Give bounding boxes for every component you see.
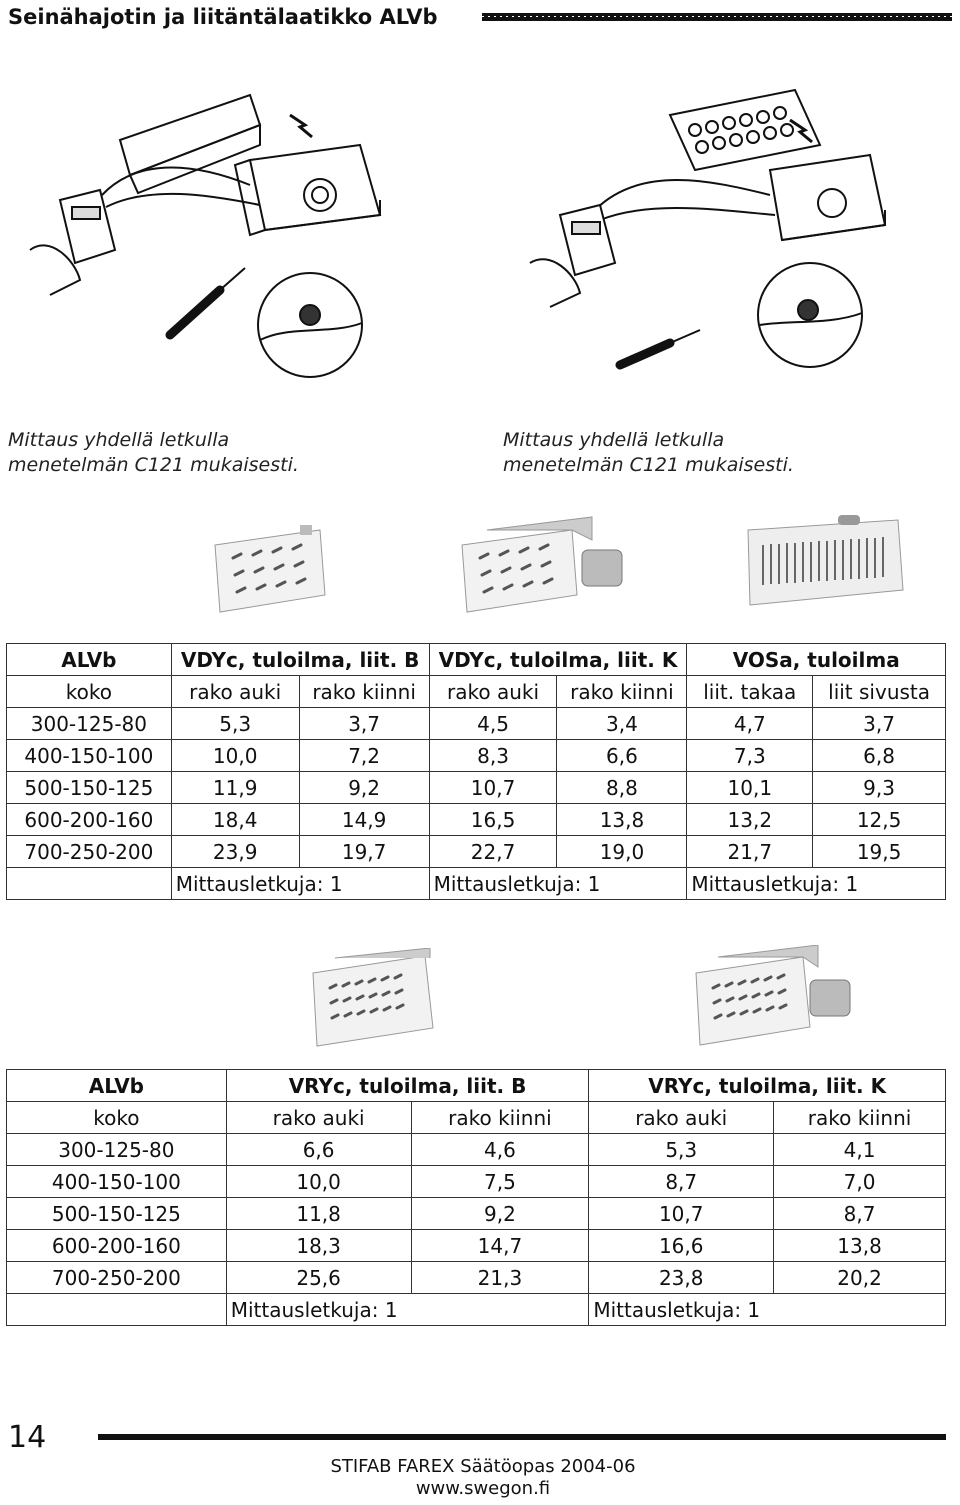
table-cell: 16,5 (429, 804, 557, 836)
table-cell: 600-200-160 (7, 804, 172, 836)
table-cell: 10,7 (589, 1198, 774, 1230)
measurement-illustration-right (520, 85, 920, 405)
table-cell: 18,3 (226, 1230, 411, 1262)
table-cell: 9,2 (299, 772, 429, 804)
table-row (7, 804, 946, 836)
table-row (7, 836, 946, 868)
table-cell: 10,1 (687, 772, 813, 804)
table-cell: 400-150-100 (7, 1166, 227, 1198)
table-cell: 21,3 (411, 1262, 589, 1294)
column-header: rako auki (589, 1102, 774, 1134)
table-row (7, 1134, 946, 1166)
table-row (7, 1262, 946, 1294)
table-row (7, 1230, 946, 1262)
product-image-vosa (738, 515, 913, 615)
table-cell: 11,8 (226, 1198, 411, 1230)
table-cell: 3,7 (813, 708, 946, 740)
table-cell: 19,5 (813, 836, 946, 868)
column-header: koko (7, 676, 172, 708)
page-title: Seinähajotin ja liitäntälaatikko ALVb (8, 5, 438, 29)
column-group-header: VOSa, tuloilma (687, 644, 946, 676)
table-cell: 300-125-80 (7, 708, 172, 740)
column-header: rako auki (429, 676, 557, 708)
table-cell: 10,7 (429, 772, 557, 804)
hose-count-note: Mittausletkuja: 1 (226, 1294, 589, 1326)
table-cell: 4,5 (429, 708, 557, 740)
table-cell: 14,9 (299, 804, 429, 836)
table-header-row (7, 644, 946, 676)
measurement-illustration-left (20, 85, 420, 405)
caption-line: Mittaus yhdellä letkulla (503, 429, 725, 451)
table-cell: 3,4 (557, 708, 687, 740)
product-image-vryc-k (688, 945, 858, 1050)
column-header: rako kiinni (774, 1102, 946, 1134)
table-alvb-vdyc-vosa (6, 643, 946, 900)
table-subheader-row (7, 1102, 946, 1134)
caption-line: Mittaus yhdellä letkulla (8, 429, 230, 451)
table-cell: 700-250-200 (7, 836, 172, 868)
table-row (7, 772, 946, 804)
caption-line: menetelmän C121 mukaisesti. (8, 454, 299, 476)
table-cell: 23,8 (589, 1262, 774, 1294)
table-cell: 7,2 (299, 740, 429, 772)
table-footer-row (7, 868, 946, 900)
table-cell: 8,7 (774, 1198, 946, 1230)
column-header: rako kiinni (411, 1102, 589, 1134)
table-cell: 4,1 (774, 1134, 946, 1166)
product-image-vdyc-b (205, 520, 335, 620)
caption-line: menetelmän C121 mukaisesti. (503, 454, 794, 476)
website-link[interactable]: www.swegon.fi (415, 1478, 551, 1499)
header-rule (482, 13, 952, 21)
footer-rule (98, 1434, 946, 1440)
table-cell: 7,0 (774, 1166, 946, 1198)
hose-count-note: Mittausletkuja: 1 (171, 868, 429, 900)
table-cell: 5,3 (171, 708, 299, 740)
table-row (7, 740, 946, 772)
table-cell (7, 1294, 227, 1326)
product-image-vdyc-k (452, 515, 632, 620)
table-cell: 600-200-160 (7, 1230, 227, 1262)
caption-left (8, 428, 299, 478)
table-cell: 18,4 (171, 804, 299, 836)
column-header: rako auki (226, 1102, 411, 1134)
table-cell: 500-150-125 (7, 1198, 227, 1230)
table-cell: 13,2 (687, 804, 813, 836)
table-cell (7, 868, 172, 900)
table-cell: 21,7 (687, 836, 813, 868)
table-cell: 20,2 (774, 1262, 946, 1294)
table-cell: 6,6 (557, 740, 687, 772)
column-group-header: VRYc, tuloilma, liit. B (226, 1070, 589, 1102)
table-cell: 25,6 (226, 1262, 411, 1294)
table-cell: 8,3 (429, 740, 557, 772)
page-number: 14 (8, 1420, 47, 1455)
table-cell: 3,7 (299, 708, 429, 740)
column-header: liit sivusta (813, 676, 946, 708)
hose-count-note: Mittausletkuja: 1 (687, 868, 946, 900)
table-cell: 16,6 (589, 1230, 774, 1262)
table-cell: 22,7 (429, 836, 557, 868)
table-cell: 500-150-125 (7, 772, 172, 804)
table-cell: 6,6 (226, 1134, 411, 1166)
table-cell: 8,8 (557, 772, 687, 804)
table-cell: 400-150-100 (7, 740, 172, 772)
hose-count-note: Mittausletkuja: 1 (589, 1294, 946, 1326)
table-cell: 8,7 (589, 1166, 774, 1198)
table-cell: 11,9 (171, 772, 299, 804)
column-group-header: VRYc, tuloilma, liit. K (589, 1070, 946, 1102)
table-alvb-vryc (6, 1069, 946, 1326)
column-group-header: VDYc, tuloilma, liit. K (429, 644, 687, 676)
column-header: rako kiinni (557, 676, 687, 708)
publication-title: STIFAB FAREX Säätöopas 2004-06 (330, 1456, 636, 1477)
table-row (7, 1166, 946, 1198)
table-cell: 5,3 (589, 1134, 774, 1166)
column-group-header: VDYc, tuloilma, liit. B (171, 644, 429, 676)
table-cell: 4,7 (687, 708, 813, 740)
page-header (8, 2, 956, 32)
caption-right (503, 428, 794, 478)
table-cell: 13,8 (774, 1230, 946, 1262)
table-cell: 19,0 (557, 836, 687, 868)
column-group-header: ALVb (7, 644, 172, 676)
table-header-row (7, 1070, 946, 1102)
hose-count-note: Mittausletkuja: 1 (429, 868, 687, 900)
table-cell: 7,3 (687, 740, 813, 772)
table-cell: 9,3 (813, 772, 946, 804)
product-image-vryc-b (305, 948, 445, 1053)
table-cell: 19,7 (299, 836, 429, 868)
table-footer-row (7, 1294, 946, 1326)
footer-text (300, 1456, 666, 1500)
table-cell: 7,5 (411, 1166, 589, 1198)
column-header: koko (7, 1102, 227, 1134)
table-cell: 700-250-200 (7, 1262, 227, 1294)
table-cell: 9,2 (411, 1198, 589, 1230)
table-cell: 23,9 (171, 836, 299, 868)
table-row (7, 708, 946, 740)
table-cell: 10,0 (226, 1166, 411, 1198)
table-cell: 12,5 (813, 804, 946, 836)
table-cell: 13,8 (557, 804, 687, 836)
column-header: liit. takaa (687, 676, 813, 708)
table-cell: 300-125-80 (7, 1134, 227, 1166)
table-subheader-row (7, 676, 946, 708)
table-cell: 14,7 (411, 1230, 589, 1262)
table-row (7, 1198, 946, 1230)
column-header: rako kiinni (299, 676, 429, 708)
table-cell: 6,8 (813, 740, 946, 772)
column-header: rako auki (171, 676, 299, 708)
table-cell: 10,0 (171, 740, 299, 772)
column-group-header: ALVb (7, 1070, 227, 1102)
table-cell: 4,6 (411, 1134, 589, 1166)
